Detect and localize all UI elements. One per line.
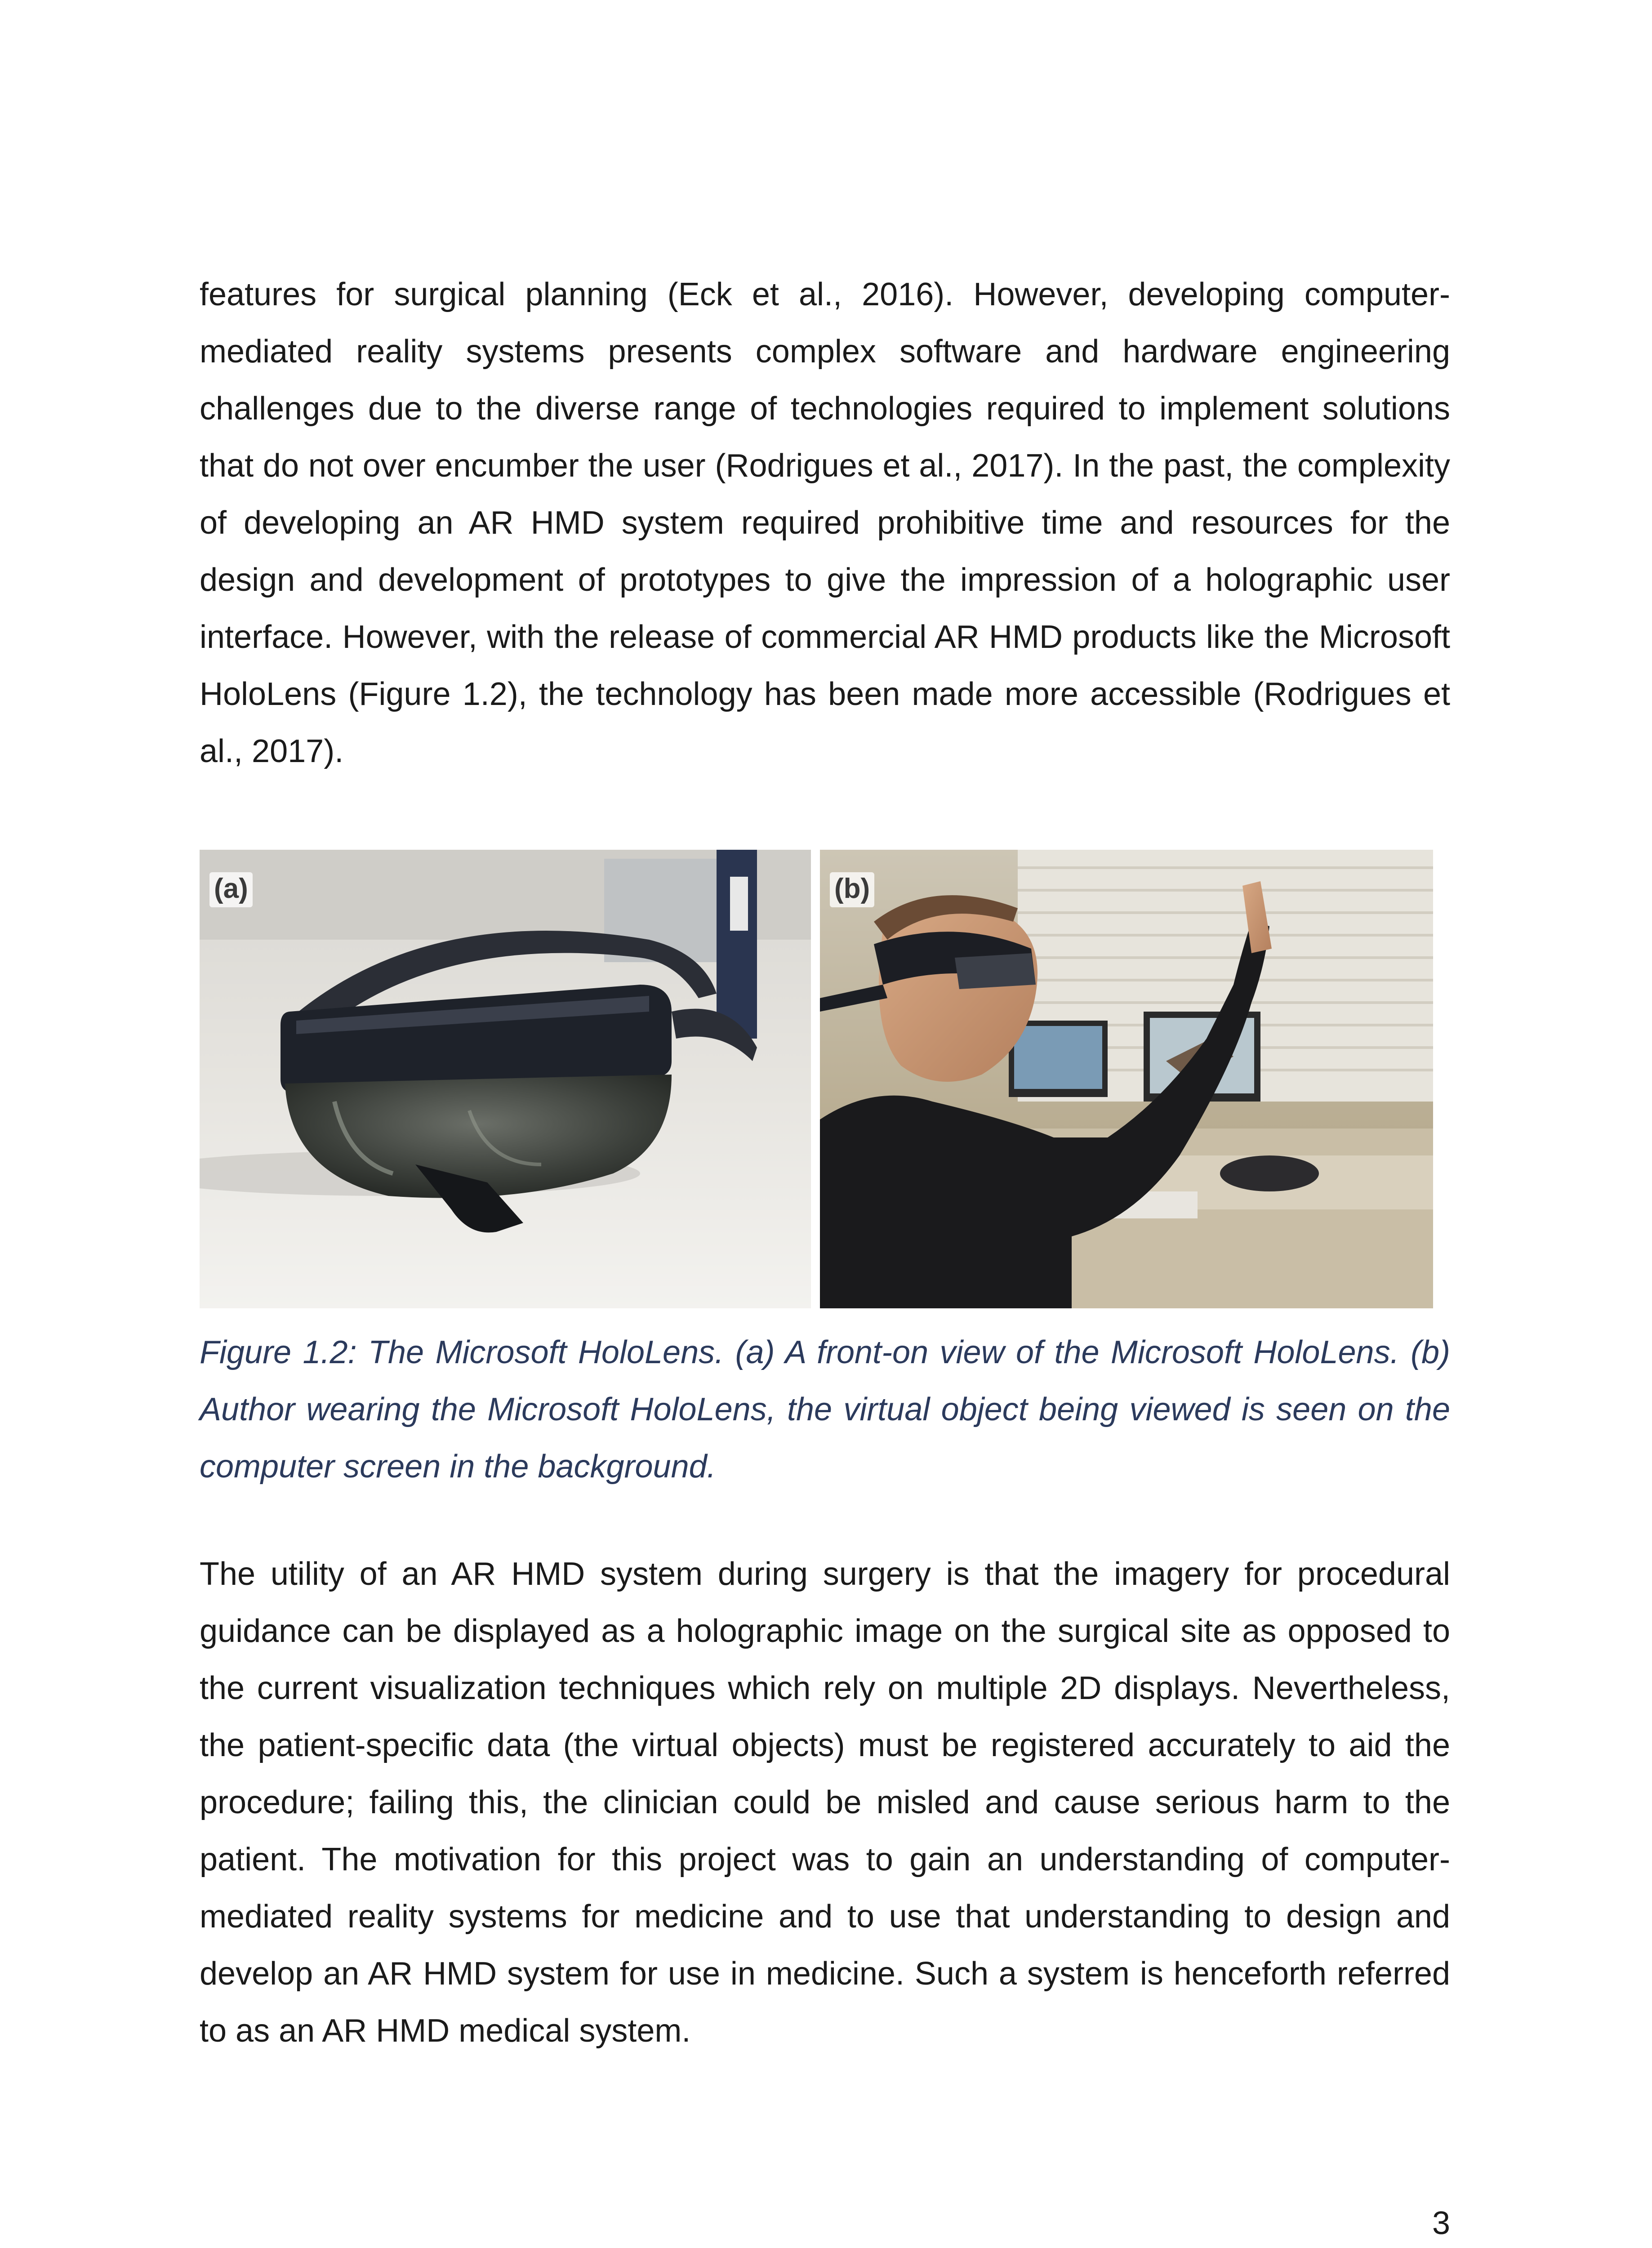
figure-caption: Figure 1.2: The Microsoft HoloLens. (a) A front-on view of the Microsoft HoloLens. (b) Author wearing the Microsoft HoloLens, the virtual object being viewed is seen on the computer screen in the background. (200, 1334, 1450, 1485)
panel-a-label: (a) (209, 872, 253, 907)
page-number: 3 (1432, 2205, 1450, 2241)
body-paragraph-1: features for surgical planning (Eck et al., 2016). However, developing computer-mediated reality systems presents complex software and hardware engineering challenges due to the diverse range of technologies required to implement solutions that do not over encumber the user (Rodrigues et al., 2017). In the past, the complexity of developing an AR HMD system required prohibitive time and resources for the design and development of prototypes to give the impression of a holographic user interface. However, with the release of commercial AR HMD products like the Microsoft HoloLens (Figure 1.2), the technology has been made more accessible (Rodrigues et al., 2017). (200, 277, 1450, 769)
figure-panel-a-hololens-photo (200, 850, 811, 1308)
figure-panel-b-author-photo (820, 850, 1433, 1308)
panel-b-label: (b) (830, 872, 874, 907)
body-paragraph-2: The utility of an AR HMD system during surgery is that the imagery for procedural guidance can be displayed as a holographic image on the surgical site as opposed to the current visualization techniques which rely on multiple 2D displays. Nevertheless, the patient-specific data (the virtual objects) must be registered accurately to aid the procedure; failing this, the clinician could be misled and cause serious harm to the patient. The motivation for this project was to gain an understanding of computer-mediated reality systems for medicine and to use that understanding to design and develop an AR HMD system for use in medicine. Such a system is henceforth referred to as an AR HMD medical system. (200, 1556, 1450, 2049)
figure-1-2 (200, 850, 1433, 1308)
hololens-photo-illustration (200, 850, 811, 1308)
author-wearing-hololens-illustration (820, 850, 1433, 1308)
